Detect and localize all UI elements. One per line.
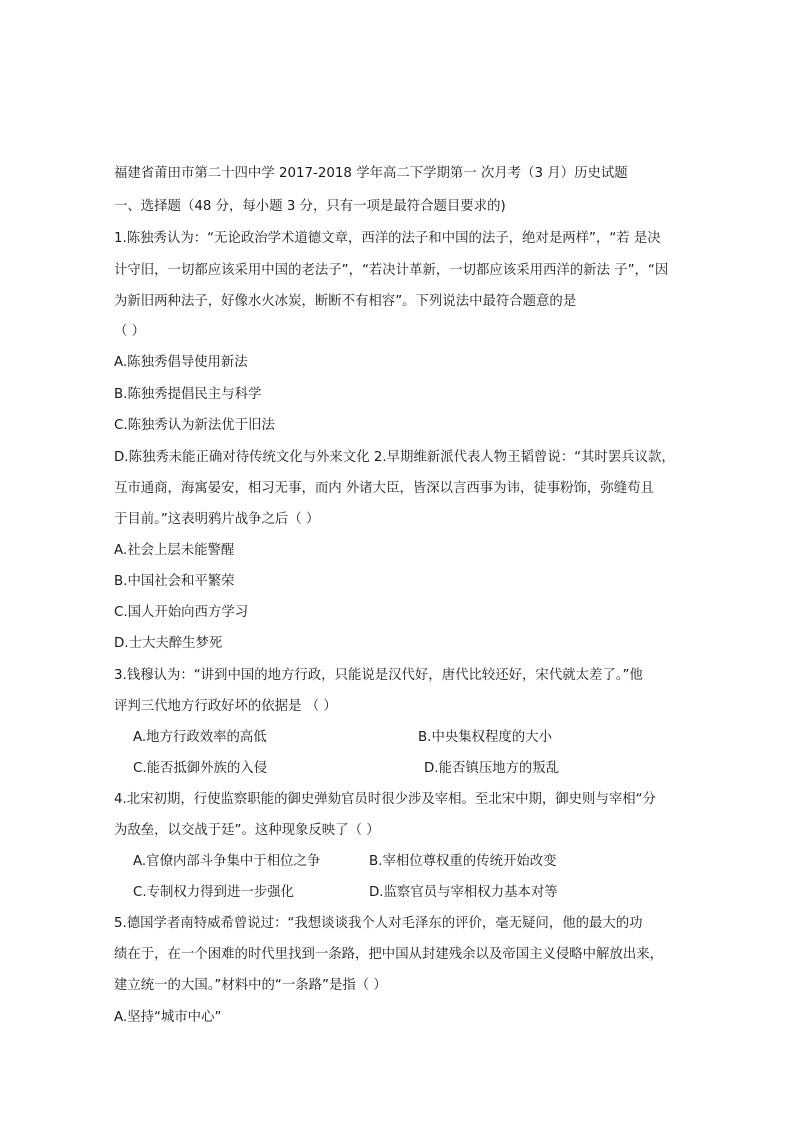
q2-option-d: D.士大夫醉生梦死 bbox=[114, 636, 223, 651]
q1-option-c: C.陈独秀认为新法优于旧法 bbox=[114, 418, 275, 433]
q1-line-1: 1.陈独秀认为：“无论政治学术道德文章，西洋的法子和中国的法子，绝对是两样”，“若 是决 bbox=[114, 231, 661, 246]
section-heading: 一、选择题（48 分，每小题 3 分，只有一项是最符合题目要求的) bbox=[114, 199, 506, 214]
q4-line-1: 4.北宋初期，行使监察职能的御史弹劾官员时很少涉及宰相。至北宋中期，御史则与宰相“分 bbox=[114, 792, 656, 807]
q2-option-b: B.中国社会和平繁荣 bbox=[114, 574, 235, 589]
q1-line-2: 计守旧，一切都应该采用中国的老法子”，“若决计革新，一切都应该采用西洋的新法 子”，“因 bbox=[114, 263, 669, 278]
q3-option-a: A.地方行政效率的高低 bbox=[133, 730, 267, 745]
q4-line-2: 为敌垒，以交战于廷”。这种现象反映了（ ） bbox=[114, 823, 380, 838]
q1-answer-blank: （ ） bbox=[114, 324, 146, 339]
q3-option-d: D.能否镇压地方的叛乱 bbox=[424, 761, 560, 776]
q5-line-2: 绩在于，在一个困难的时代里找到一条路，把中国从封建残余以及帝国主义侵略中解放出来， bbox=[114, 947, 664, 962]
q2-line-2: 互市通商，海寓晏安，相习无事，而内 外诸大臣，皆深以言西事为讳，徒事粉饰，弥缝苟且 bbox=[114, 481, 654, 496]
q1-option-d-q2-line-1: D.陈独秀未能正确对待传统文化与外来文化 2.早期维新派代表人物王韬曾说：“其时罢兵议款， bbox=[114, 450, 675, 465]
q2-line-3: 于目前。”这表明鸦片战争之后（ ） bbox=[114, 512, 320, 527]
q4-option-d: D.监察官员与宰相权力基本对等 bbox=[369, 885, 558, 900]
q3-option-c: C.能否抵御外族的入侵 bbox=[133, 761, 268, 776]
q3-line-1: 3.钱穆认为：“讲到中国的地方行政，只能说是汉代好，唐代比较还好，宋代就太差了。”他 bbox=[114, 668, 643, 683]
q1-option-b: B.陈独秀提倡民主与科学 bbox=[114, 387, 262, 402]
q2-option-c: C.国人开始向西方学习 bbox=[114, 605, 249, 620]
q3-line-2: 评判三代地方行政好坏的依据是 （ ） bbox=[114, 699, 337, 714]
q1-line-3: 为新旧两种法子，好像水火冰炭，断断不有相容”。下列说法中最符合题意的是 bbox=[114, 294, 577, 309]
q4-option-c: C.专制权力得到进一步强化 bbox=[133, 885, 294, 900]
q5-option-a: A.坚持“城市中心” bbox=[114, 1010, 222, 1025]
q3-option-b: B.中央集权程度的大小 bbox=[418, 730, 552, 745]
q4-option-b: B.宰相位尊权重的传统开始改变 bbox=[369, 854, 557, 869]
q2-option-a: A.社会上层未能警醒 bbox=[114, 543, 235, 558]
q5-line-3: 建立统一的大国。”材料中的“一条路”是指（ ） bbox=[114, 978, 387, 993]
q1-option-a: A.陈独秀倡导使用新法 bbox=[114, 355, 248, 370]
exam-title: 福建省莆田市第二十四中学 2017-2018 学年高二下学期第一 次月考（3 月）历史试题 bbox=[114, 166, 628, 181]
q5-line-1: 5.德国学者南特威希曾说过：“我想谈谈我个人对毛泽东的评价，毫无疑问，他的最大的功 bbox=[114, 916, 643, 931]
q4-option-a: A.官僚内部斗争集中于相位之争 bbox=[133, 854, 321, 869]
